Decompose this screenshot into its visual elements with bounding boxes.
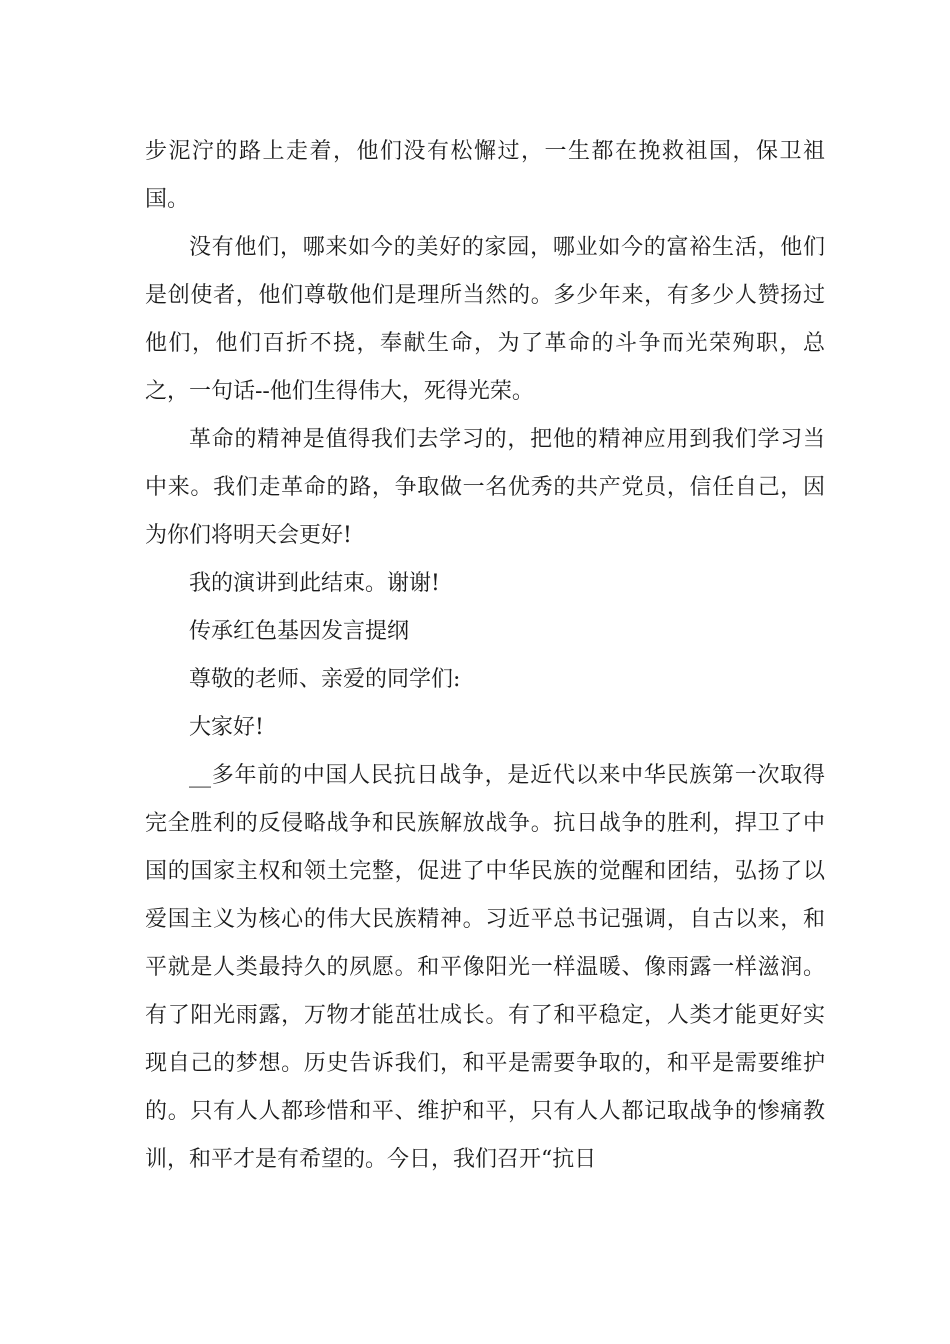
greeting: 大家好! <box>189 715 264 740</box>
paragraph-continuation: 步泥泞的路上走着，他们没有松懈过，一生都在挽救祖国，保卫祖国。 <box>145 139 825 212</box>
paragraph-closing: 我的演讲到此结束。谢谢! <box>189 571 440 596</box>
document-body <box>145 128 825 1184</box>
salutation: 尊敬的老师、亲爱的同学们: <box>189 667 461 692</box>
paragraph-revolutionary-spirit: 革命的精神是值得我们去学习的，把他的精神应用到我们学习当中来。我们走革命的路，争取做一名优秀的共产党员，信任自己，因为你们将明天会更好! <box>145 427 825 548</box>
paragraph-heroes: 没有他们，哪来如今的美好的家园，哪业如今的富裕生活，他们是创使者，他们尊敬他们是理所当然的。多少年来，有多少人赞扬过他们，他们百折不挠，奉献生命，为了革命的斗争而光荣殉职，总之，一句话--他们生得伟大，死得光荣。 <box>145 235 825 404</box>
paragraph-anti-japanese-war: __多年前的中国人民抗日战争，是近代以来中华民族第一次取得完全胜利的反侵略战争和民族解放战争。抗日战争的胜利，捍卫了中国的国家主权和领土完整，促进了中华民族的觉醒和团结，弘扬了以爱国主义为核心的伟大民族精神。习近平总书记强调，自古以来，和平就是人类最持久的夙愿。和平像阳光一样温暖、像雨露一样滋润。有了阳光雨露，万物才能茁壮成长。有了和平稳定，人类才能更好实现自己的梦想。历史告诉我们，和平是需要争取的，和平是需要维护的。只有人人都珍惜和平、维护和平，只有人人都记取战争的惨痛教训，和平才是有希望的。今日，我们召开“抗日 <box>145 763 825 1172</box>
section-title: 传承红色基因发言提纲 <box>189 619 410 644</box>
